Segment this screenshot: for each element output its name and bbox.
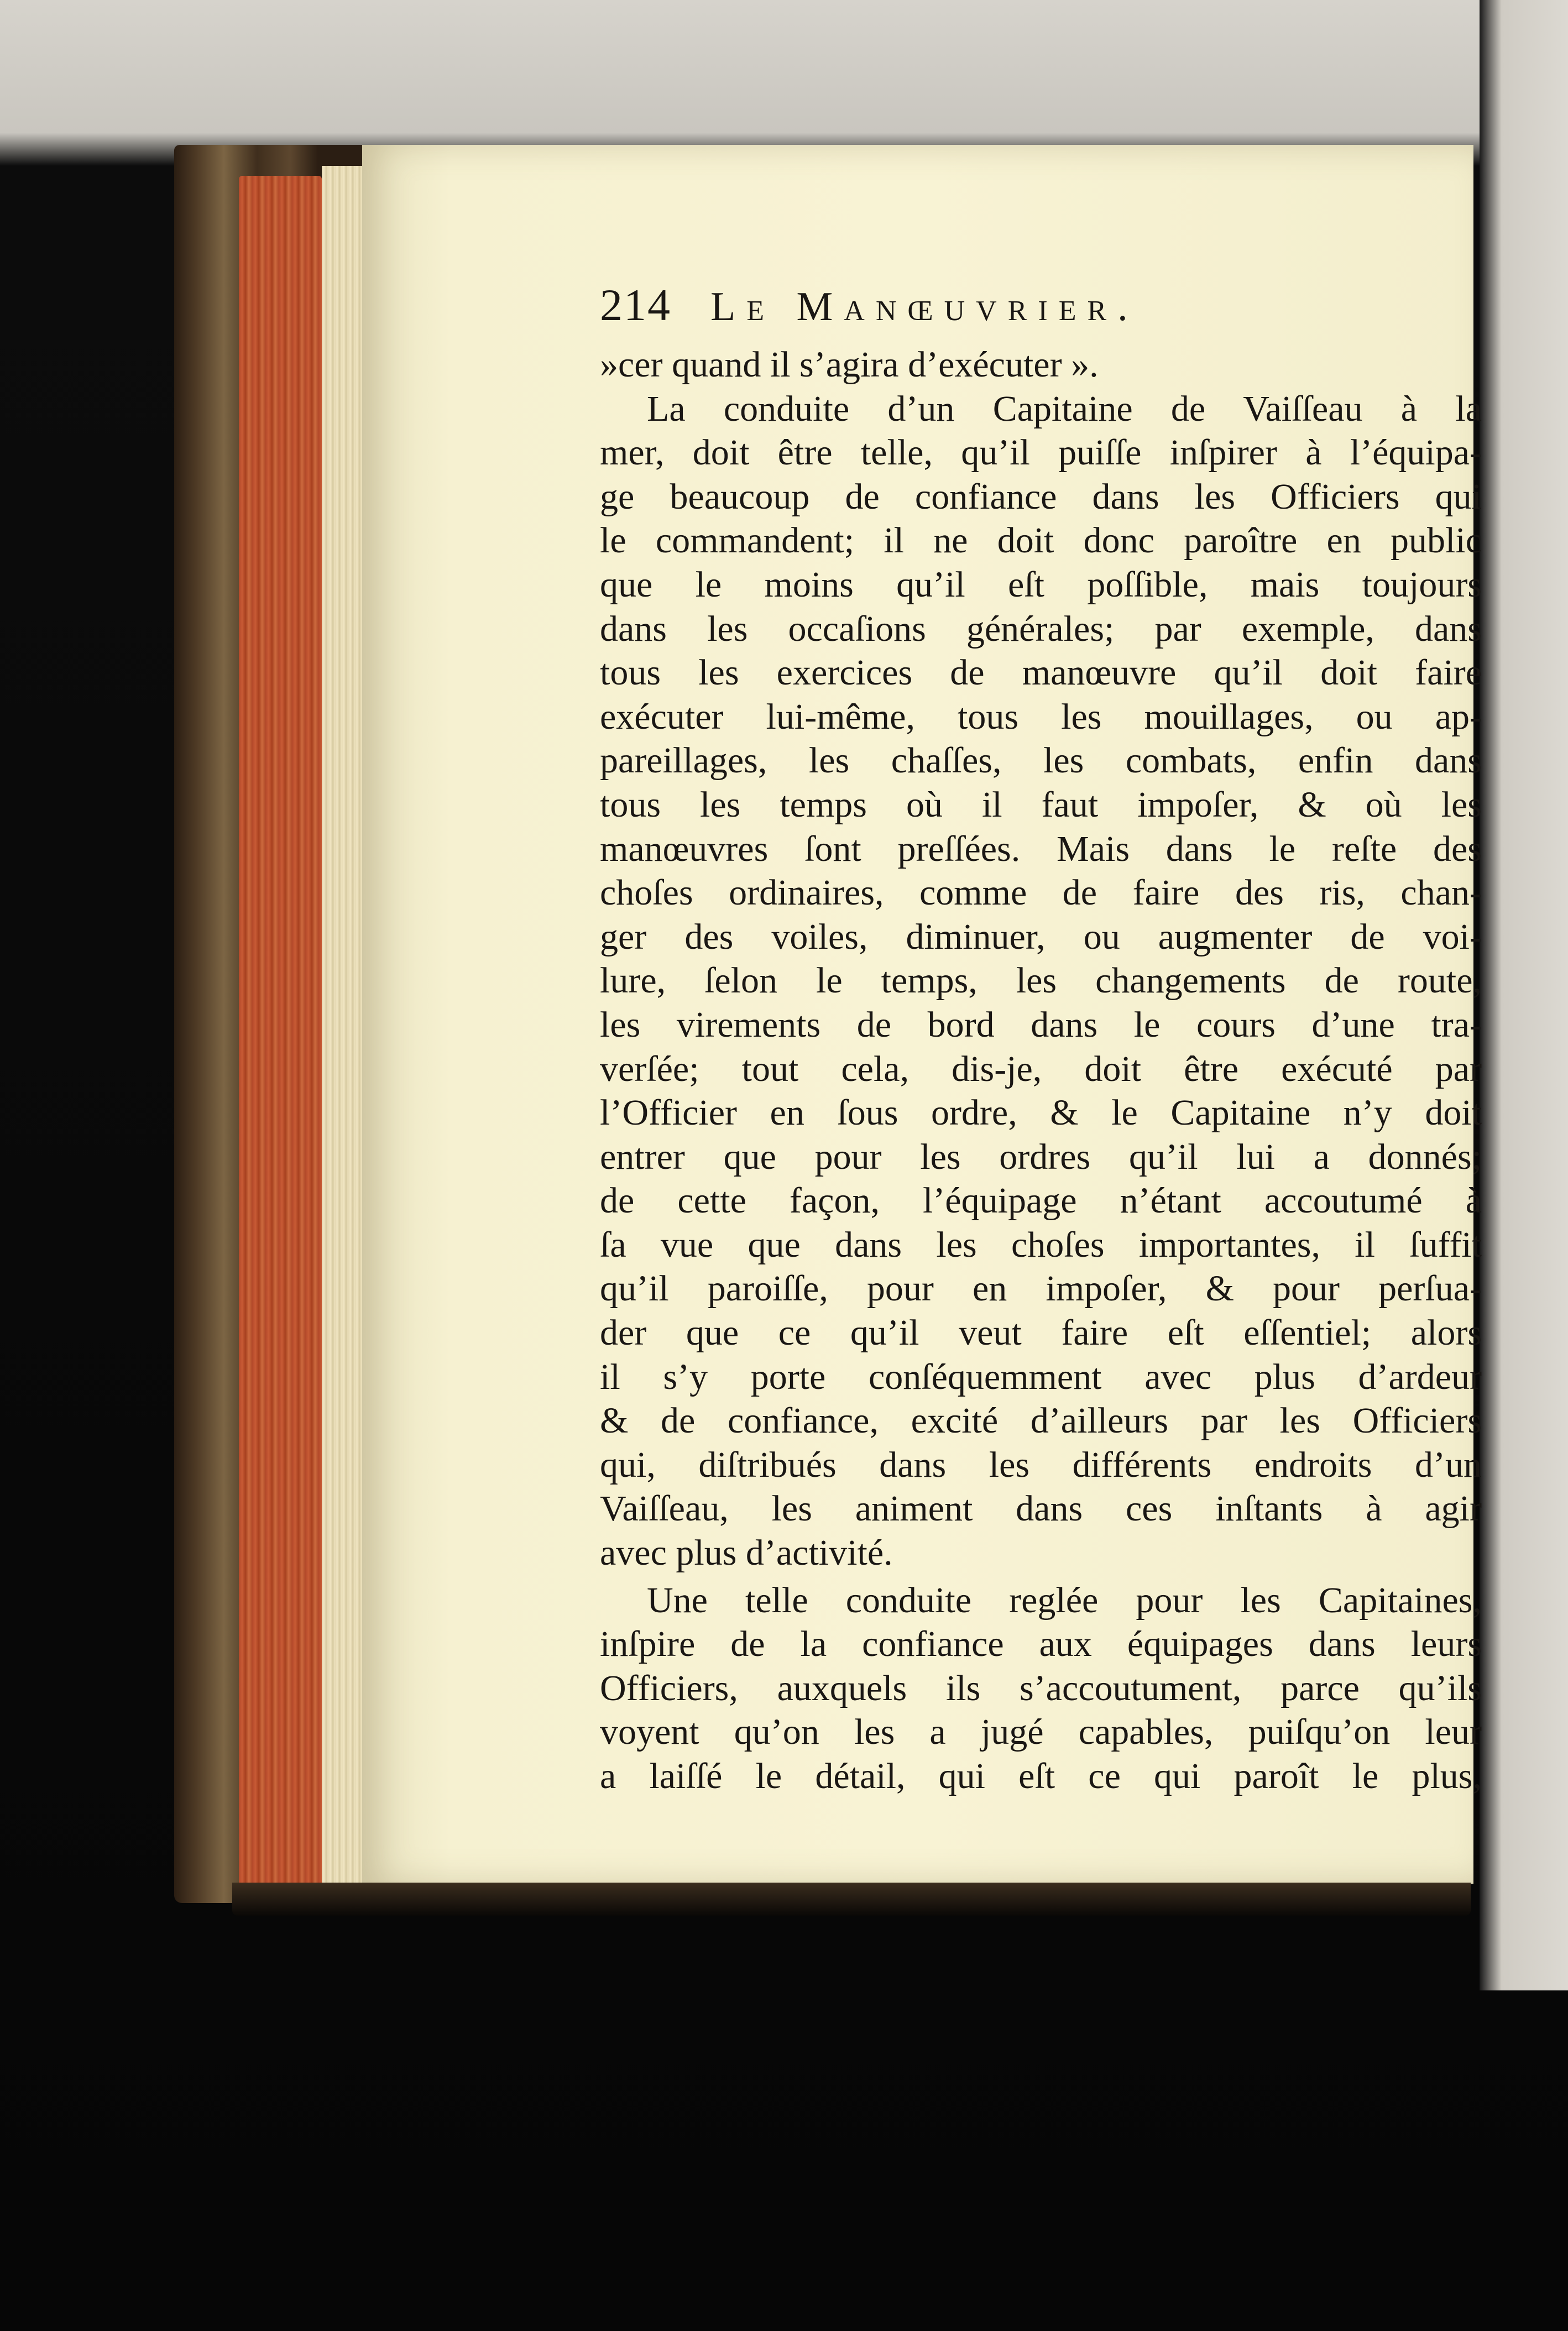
text-line: La conduite d’un Capitaine de Vaiſſeau à la <box>647 388 1482 429</box>
page-edge-red <box>239 176 322 1887</box>
text-line: exécuter lui-même, tous les mouillages, ou ap- <box>600 696 1482 737</box>
text-line: pareillages, les chaſſes, les combats, enfin dans <box>600 740 1482 781</box>
text-line: entrer que pour les ordres qu’il lui a donnés; <box>600 1136 1482 1177</box>
text-line: voyent qu’on les a jugé capables, puiſqu’on leur <box>600 1712 1482 1753</box>
text-line: il s’y porte conſéquemment avec plus d’ardeur <box>600 1356 1482 1397</box>
text-line: qui, diſtribués dans les différents endroits d’un <box>600 1444 1482 1485</box>
text-line: Officiers, auxquels ils s’accoutument, parce qu’ils <box>600 1668 1482 1708</box>
text-line: tous les temps où il faut impoſer, & où les <box>600 784 1482 825</box>
text-line: verſée; tout cela, dis-je, doit être exécuté par <box>600 1048 1482 1089</box>
text-line: avec plus d’activité. <box>600 1533 893 1574</box>
text-line: Une telle conduite reglée pour les Capitaines, <box>647 1580 1482 1621</box>
text-line: les virements de bord dans le cours d’une tra- <box>600 1004 1482 1045</box>
page-number: 214 <box>600 280 671 330</box>
text-line: lure, ſelon le temps, les changements de route, <box>600 960 1482 1001</box>
text-line: choſes ordinaires, comme de faire des ris, chan- <box>600 872 1482 913</box>
text-line: »cer quand il s’agira d’exécuter ». <box>600 344 1099 385</box>
text-line: le commandent; il ne doit donc paroître en public <box>600 520 1482 561</box>
text-line: Vaiſſeau, les animent dans ces inſtants à agir <box>600 1488 1482 1529</box>
text-line: tous les exercices de manœuvre qu’il doit faire <box>600 652 1482 693</box>
text-line: a laiſſé le détail, qui eſt ce qui paroît le plus, <box>600 1756 1482 1796</box>
page-bottom-shadow <box>232 1883 1471 1916</box>
text-line: der que ce qu’il veut faire eſt eſſentiel; alors <box>600 1313 1482 1353</box>
text-line: manœuvres ſont preſſées. Mais dans le reſte des <box>600 828 1482 869</box>
text-line: qu’il paroiſſe, pour en impoſer, & pour perſua- <box>600 1268 1482 1309</box>
text-line: de cette façon, l’équipage n’étant accoutumé à <box>600 1180 1482 1221</box>
text-line: l’Officier en ſous ordre, & le Capitaine n’y doit <box>600 1093 1482 1133</box>
scan-backdrop-right <box>1480 0 1568 1990</box>
text-line: ſa vue que dans les choſes importantes, il ſuffit <box>600 1224 1482 1265</box>
text-line: inſpire de la confiance aux équipages dans leurs <box>600 1624 1482 1665</box>
text-block <box>600 279 1482 1799</box>
text-line: que le moins qu’il eſt poſſible, mais toujours <box>600 564 1482 605</box>
text-line: ger des voiles, diminuer, ou augmenter de voi- <box>600 916 1482 957</box>
running-head <box>600 279 1482 343</box>
running-title: Le Manœuvrier. <box>710 284 1139 330</box>
text-line: & de confiance, excité d’ailleurs par les Officiers <box>600 1400 1482 1441</box>
text-line: mer, doit être telle, qu’il puiſſe inſpirer à l’équipa- <box>600 432 1482 473</box>
text-line: dans les occaſions générales; par exemple, dans <box>600 608 1482 649</box>
text-line: ge beaucoup de confiance dans les Officiers qui <box>600 476 1482 517</box>
